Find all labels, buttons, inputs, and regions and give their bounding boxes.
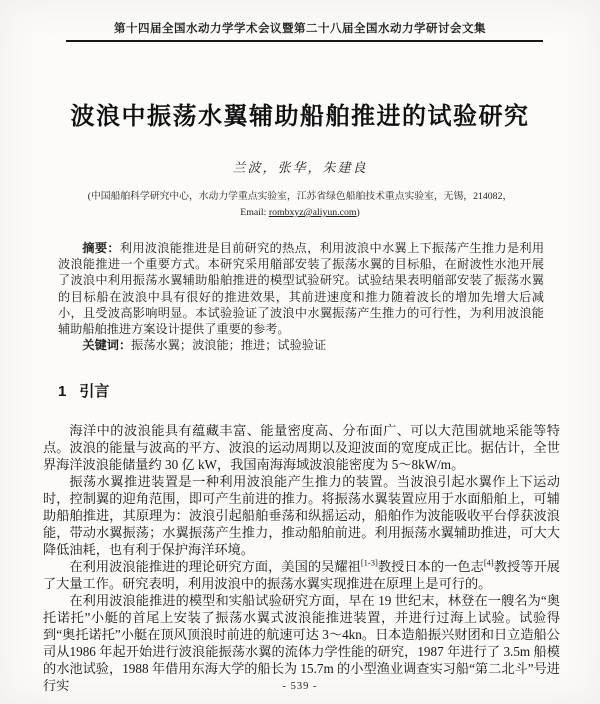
section-title: 引言 (79, 383, 110, 401)
affiliation-email-line (0, 205, 600, 221)
abstract-paragraph (58, 240, 544, 337)
section-number: 1 (58, 383, 67, 401)
intro-paragraph-1: 海洋中的波浪能具有蕴藏丰富、能量密度高、分布面广、可以大范围就地采能等特点。波浪的能量与波高的平方、波浪的运动周期以及迎波面的宽度成正比。据估计，全世界海洋波浪能储量约 30 亿 kW，我国南海海域波浪能密度为 5～8kW/m。 (43, 423, 560, 473)
intro-paragraph-2: 振荡水翼推进装置是一种利用波浪能产生推力的装置。当波浪引起水翼作上下运动时，控制翼的迎角范围，即可产生前进的推力。将振荡水翼装置应用于水面船舶上，可辅助船舶推进，其原理为：波浪引起船舶垂荡和纵摇运动，船舶作为波能吸收平台俘获波浪能，带动水翼振荡；水翼振荡产生推力，推动船舶前进。利用振荡水翼辅助推进，可大大降低油耗，也有利于保护海洋环境。 (43, 474, 560, 558)
keywords-line (58, 337, 544, 353)
intro-paragraph-3 (43, 558, 560, 592)
keywords-text: 振荡水翼；波浪能；推进；试验验证 (131, 338, 327, 353)
paper-title: 波浪中振荡水翼辅助船舶推进的试验研究 (70, 103, 530, 130)
affiliation-line (0, 189, 600, 205)
paragraph-3-text-c: 教授等开展了大量工作。研究表明，利用波浪中的振荡水翼实现推进在原理上是可行的。 (43, 559, 560, 592)
citation-ref-1-3: [1-3] (360, 558, 378, 569)
affiliation-text: (中国船舶科学研究中心，水动力学重点实验室，江苏省绿色船舶技术重点实验室，无锡，214082， (87, 191, 513, 202)
affiliation-block (0, 189, 600, 221)
abstract-label: 摘要： (82, 241, 120, 255)
affiliation-close-paren: ) (356, 207, 360, 218)
header-rule-divider (66, 40, 543, 42)
authors-line: 兰波，张华，朱建良 (232, 160, 368, 175)
paragraph-3-text-b: 教授日本的一色志 (377, 559, 484, 575)
keywords-label: 关键词： (82, 338, 132, 353)
intro-paragraph-4: 在利用波浪能推进的模型和实船试验研究方面，早在 19 世纪末，林登在一艘名为“奥托诺托”小艇的首尾上安装了振荡水翼式波浪能推进装置，并进行过海上试验。试验得到“奥托诺托”小艇在顶风顶浪时前进的航速可达 3～4kn。日本造船振兴财团和日立造船公司从1986 年起开始进行波浪能振荡水翼的流体力学性能的研究，1987 年进行了 3.5m 船模的水池试验，1988 年借用东海大学的船长为 15.7m 的小型渔业调查实习船“第二北斗”号进行实 (43, 593, 560, 694)
citation-ref-4: [4] (483, 558, 494, 569)
paragraph-3-text-a: 在利用波浪能推进的理论研究方面，美国的吴耀祖 (69, 559, 361, 575)
abstract-text: 利用波浪能推进是目前研究的热点，利用波浪中水翼上下振荡产生推力是利用波浪能推进一个重要方式。本研究采用艏部安装了振荡水翼的目标船，在耐波性水池开展了波浪中利用振荡水翼辅助船舶推进的模型试验研究。试验结果表明艏部安装了振荡水翼的目标船在波浪中具有很好的推进效果，其前进速度和推力随着波长的增加先增大后减小，且受波高影响明显。本试验验证了波浪中水翼振荡产生推力的可行性，为利用波浪能辅助船舶推进方案设计提供了重要的参考。 (58, 241, 545, 337)
abstract-block (58, 240, 544, 353)
email-label: Email: (240, 207, 269, 218)
page-number: - 539 - (282, 681, 318, 692)
introduction-body (43, 422, 560, 694)
email-link[interactable]: rombxyz@aliyun.com (268, 207, 357, 218)
section-heading-introduction (58, 380, 600, 401)
running-head: 第十四届全国水动力学学术会议暨第二十八届全国水动力学研讨会文集 (114, 23, 486, 35)
